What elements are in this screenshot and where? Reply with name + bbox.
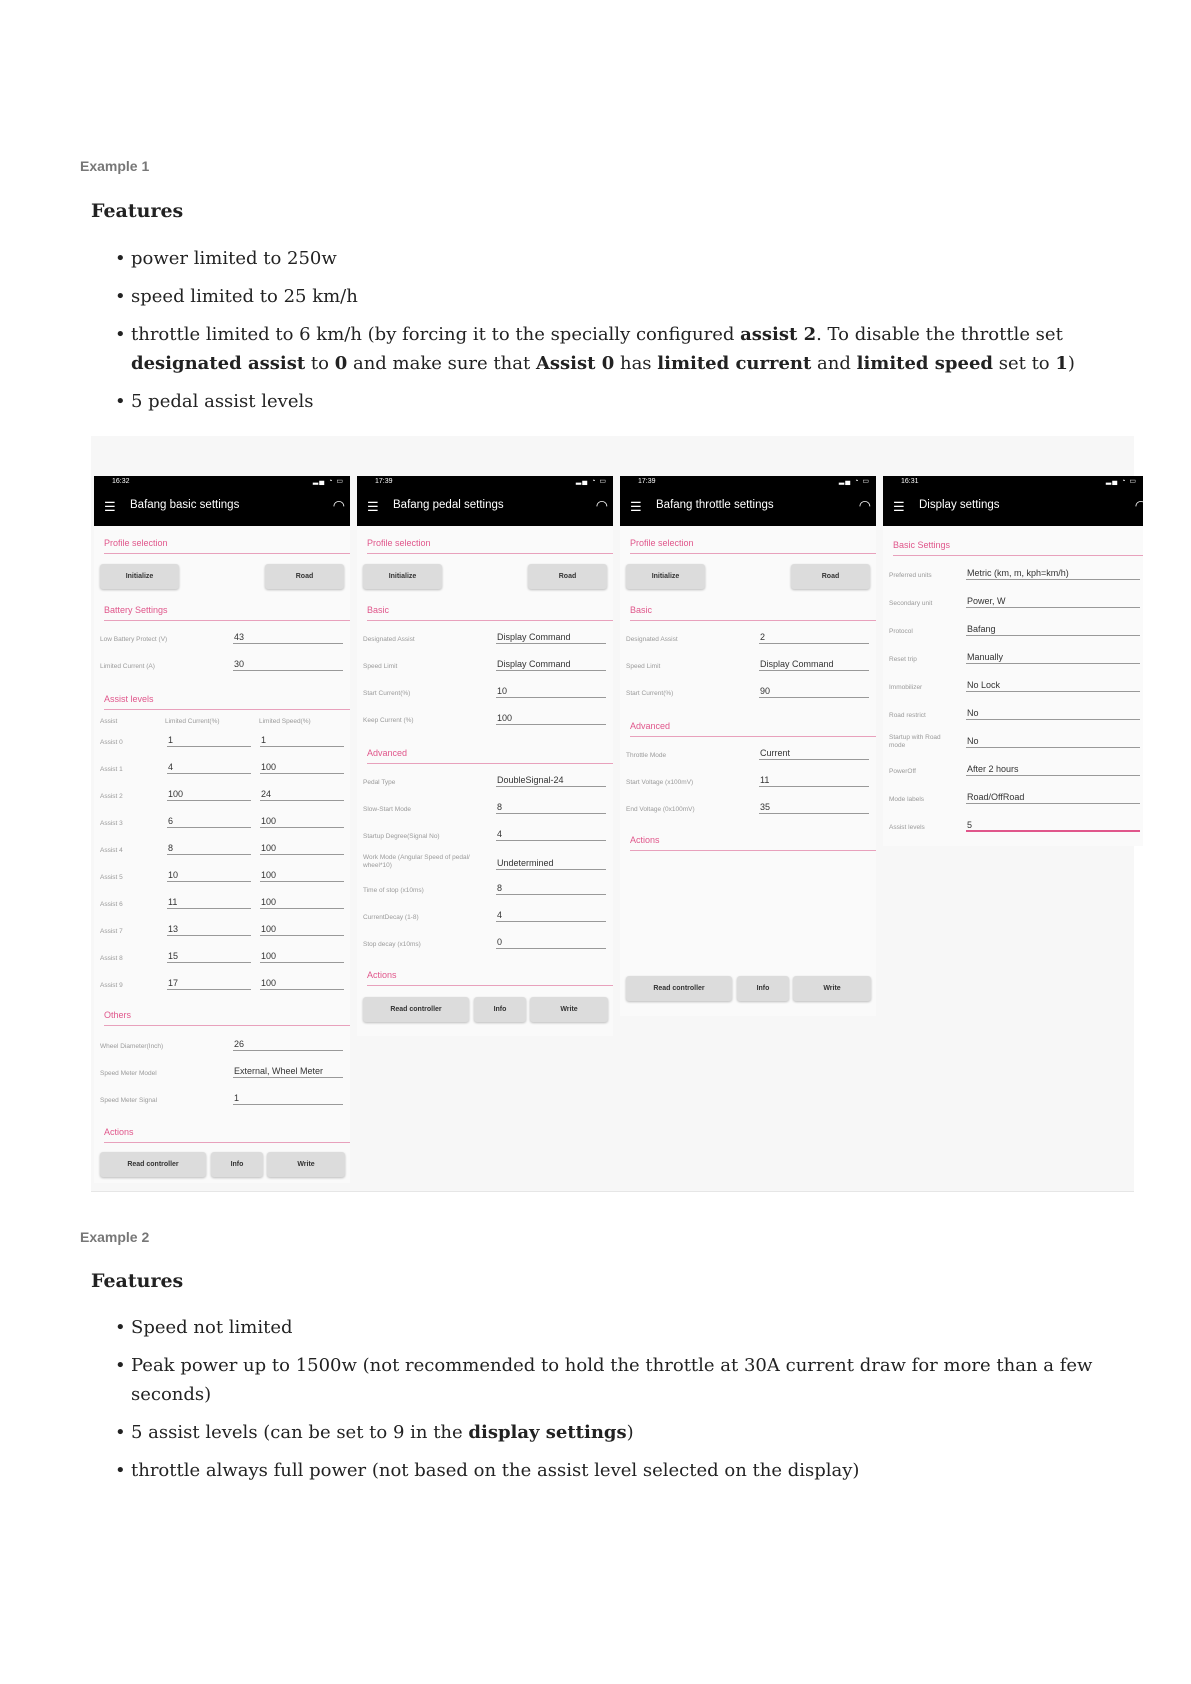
end-voltage-input[interactable]: 35 [759,801,869,814]
app-title: Bafang throttle settings [656,499,774,511]
road-button[interactable]: Road [528,564,607,589]
startup-degree-input[interactable]: 4 [496,828,606,841]
road-button[interactable]: Road [791,564,870,589]
speed-meter-signal-input[interactable]: 1 [233,1092,343,1105]
designated-assist-select[interactable]: Display Command [496,631,606,644]
initialize-button[interactable]: Initialize [626,564,705,589]
phone-display-settings [883,476,1147,846]
immobilizer-label: Immobilizer [889,684,923,691]
signal-icon: ▂▄ ◔ ▭ [1105,478,1137,485]
feature-item: • Peak power up to 1500w (not recommended to hold the throttle at 30A current draw for more than a few seconds) [115,1351,1115,1409]
reset-trip-select[interactable]: Manually [966,651,1140,664]
status-bar: 16:31 ▂▄ ◔ ▭ [883,476,1143,488]
write-button[interactable]: Write [267,1152,345,1177]
section-profile-selection: Profile selection [630,536,876,554]
section-advanced: Advanced [630,719,876,737]
app-title: Display settings [919,499,1000,511]
stop-decay-input[interactable]: 0 [496,936,606,949]
limited-current-label: Limited Current (A) [100,663,155,670]
throttle-mode-select[interactable]: Current [759,747,869,760]
feature-item: • throttle limited to 6 km/h (by forcing it to the specially configured assist 2. To disable the throttle set designated assist to 0 and make sure that Assist 0 has limited current and limited speed set to 1) [115,320,1115,378]
read-controller-button[interactable]: Read controller [363,997,469,1022]
assist-row-label: Assist 2 [100,793,123,800]
assist-row-label: Assist 7 [100,928,123,935]
assist-row-label: Assist 3 [100,820,123,827]
feature-item: • throttle always full power (not based on the assist level selected on the display) [115,1456,1115,1485]
feature-item: • 5 pedal assist levels [115,387,1115,416]
assist-current-input[interactable]: 15 [167,950,251,963]
time-of-stop-label: Time of stop (x10ms) [363,887,424,894]
example-2-feature-list [115,1313,1115,1494]
write-button[interactable]: Write [530,997,608,1022]
startup-road-select[interactable]: No [966,735,1140,748]
menu-icon[interactable]: ☰ [104,499,116,514]
signal-icon: ▂▄ ◔ ▭ [312,478,344,485]
assist-current-input[interactable]: 13 [167,923,251,936]
speedometer-icon[interactable]: ◠ [332,497,345,513]
keep-current-label: Keep Current (%) [363,717,414,724]
time-of-stop-input[interactable]: 8 [496,882,606,895]
mode-labels-select[interactable]: Road/OffRoad [966,791,1140,804]
signal-icon: ▂▄ ◔ ▭ [575,478,607,485]
startup-degree-label: Startup Degree(Signal No) [363,833,440,840]
assist-speed-input[interactable]: 100 [260,977,344,990]
section-actions: Actions [104,1125,350,1143]
low-battery-label: Low Battery Protect (V) [100,636,168,643]
speed-meter-model-label: Speed Meter Model [100,1070,157,1077]
example-1-feature-list [115,244,1115,425]
section-assist-levels: Assist levels [104,692,350,710]
feature-item: • speed limited to 25 km/h [115,282,1115,311]
app-title: Bafang basic settings [130,499,240,511]
example-2-features-title: Features [91,1270,184,1292]
slow-start-label: Slow-Start Mode [363,806,412,813]
secondary-unit-label: Secondary unit [889,600,933,607]
assist-speed-input[interactable]: 100 [260,923,344,936]
assist-row-label: Assist 1 [100,766,123,773]
assist-levels-input[interactable]: 5 [966,819,1140,832]
feature-item: • power limited to 250w [115,244,1115,273]
section-battery-settings: Battery Settings [104,603,350,621]
start-current-input[interactable]: 10 [496,685,606,698]
stop-decay-label: Stop decay (x10ms) [363,941,421,948]
mode-labels-label: Mode labels [889,796,925,803]
speed-limit-label: Speed Limit [363,663,398,670]
info-button[interactable]: Info [474,997,526,1022]
write-button[interactable]: Write [793,976,871,1001]
protocol-select[interactable]: Bafang [966,623,1140,636]
signal-icon: ▂▄ ◔ ▭ [838,478,870,485]
speed-meter-signal-label: Speed Meter Signal [100,1097,158,1104]
road-button[interactable]: Road [265,564,344,589]
current-decay-label: CurrentDecay (1-8) [363,914,419,921]
assist-row-label: Assist 8 [100,955,123,962]
section-profile-selection: Profile selection [367,536,613,554]
end-voltage-label: End Voltage (0x100mV) [626,806,695,813]
menu-icon[interactable]: ☰ [367,499,379,514]
status-bar: 17:39 ▂▄ ◔ ▭ [357,476,613,488]
speed-limit-select[interactable]: Display Command [759,658,869,671]
work-mode-label: Work Mode (Angular Speed of pedal/ wheel*10) [363,854,470,869]
section-actions: Actions [367,968,613,986]
menu-icon[interactable]: ☰ [893,499,905,514]
phone-throttle-settings [620,476,876,1016]
wheel-diameter-input[interactable]: 26 [233,1038,343,1051]
start-current-input[interactable]: 90 [759,685,869,698]
assist-speed-input[interactable]: 100 [260,950,344,963]
app-bar [94,488,350,526]
assist-current-input[interactable]: 10 [167,869,251,882]
assist-current-input[interactable]: 1 [167,734,251,747]
speed-meter-model-select[interactable]: External, Wheel Meter [233,1065,343,1078]
speedometer-icon[interactable]: ◠ [858,497,871,513]
speed-limit-select[interactable]: Display Command [496,658,606,671]
wheel-diameter-label: Wheel Diameter(Inch) [100,1043,164,1050]
assist-current-input[interactable]: 4 [167,761,251,774]
screenshot-gallery [91,436,1147,1192]
assist-current-input[interactable]: 6 [167,815,251,828]
info-button[interactable]: Info [211,1152,263,1177]
assist-speed-input[interactable]: 1 [260,734,344,747]
section-basic: Basic [367,603,613,621]
assist-row-label: Assist 4 [100,847,123,854]
section-basic: Basic [630,603,876,621]
current-decay-input[interactable]: 4 [496,909,606,922]
throttle-mode-label: Throttle Mode [626,752,667,759]
work-mode-select[interactable]: Undetermined [496,857,606,870]
assist-row-label: Assist 6 [100,901,123,908]
example-1-label: Example 1 [80,158,150,174]
assist-current-input[interactable]: 8 [167,842,251,855]
immobilizer-select[interactable]: No Lock [966,679,1140,692]
section-basic-settings: Basic Settings [893,538,1143,556]
example-1-features-title: Features [91,200,184,222]
slow-start-input[interactable]: 8 [496,801,606,814]
menu-icon[interactable]: ☰ [630,499,642,514]
assist-row-label: Assist 9 [100,982,123,989]
start-voltage-input[interactable]: 11 [759,774,869,787]
section-others: Others [104,1008,350,1026]
keep-current-input[interactable]: 100 [496,712,606,725]
phone-basic-settings [94,476,350,1183]
col-assist-header: Assist [100,718,118,725]
assist-speed-input[interactable]: 100 [260,842,344,855]
assist-speed-input[interactable]: 100 [260,869,344,882]
app-bar [620,488,876,526]
section-profile-selection: Profile selection [104,536,350,554]
app-title: Bafang pedal settings [393,499,504,511]
designated-assist-label: Designated Assist [363,636,415,643]
app-bar [357,488,613,526]
status-bar: 16:32 ▂▄ ◔ ▭ [94,476,350,488]
start-current-label: Start Current(%) [626,690,674,697]
speed-limit-label: Speed Limit [626,663,661,670]
reset-trip-label: Reset trip [889,656,917,663]
section-advanced: Advanced [367,746,613,764]
feature-item: • Speed not limited [115,1313,1115,1342]
status-bar: 17:39 ▂▄ ◔ ▭ [620,476,876,488]
low-battery-input[interactable]: 43 [233,631,343,644]
road-restrict-label: Road restrict [889,712,926,719]
section-actions: Actions [630,833,876,851]
designated-assist-label: Designated Assist [626,636,678,643]
start-voltage-label: Start Voltage (x100mV) [626,779,694,786]
preferred-units-select[interactable]: Metric (km, m, kph=km/h) [966,567,1140,580]
initialize-button[interactable]: Initialize [363,564,442,589]
assist-speed-input[interactable]: 100 [260,761,344,774]
col-current-header: Limited Current(%) [165,718,220,725]
info-button[interactable]: Info [737,976,789,1001]
road-restrict-select[interactable]: No [966,707,1140,720]
assist-speed-input[interactable]: 24 [260,788,344,801]
assist-current-input[interactable]: 11 [167,896,251,909]
designated-assist-select[interactable]: 2 [759,631,869,644]
start-current-label: Start Current(%) [363,690,411,697]
preferred-units-label: Preferred units [889,572,932,579]
example-2-label: Example 2 [80,1229,150,1245]
protocol-label: Protocol [889,628,913,635]
pedal-type-label: Pedal Type [363,779,396,786]
col-speed-header: Limited Speed(%) [259,718,311,725]
startup-road-label: Startup with Road mode [889,734,941,749]
assist-row-label: Assist 0 [100,739,123,746]
read-controller-button[interactable]: Read controller [100,1152,206,1177]
read-controller-button[interactable]: Read controller [626,976,732,1001]
assist-row-label: Assist 5 [100,874,123,881]
speedometer-icon[interactable]: ◠ [595,497,608,513]
poweroff-select[interactable]: After 2 hours [966,763,1140,776]
assist-speed-input[interactable]: 100 [260,815,344,828]
initialize-button[interactable]: Initialize [100,564,179,589]
assist-current-input[interactable]: 100 [167,788,251,801]
pedal-type-select[interactable]: DoubleSignal-24 [496,774,606,787]
assist-current-input[interactable]: 17 [167,977,251,990]
limited-current-input[interactable]: 30 [233,658,343,671]
feature-item: • 5 assist levels (can be set to 9 in the display settings) [115,1418,1115,1447]
app-bar [883,488,1147,526]
phone-pedal-settings [357,476,613,1036]
poweroff-label: PowerOff [889,768,916,775]
speedometer-icon[interactable]: ◠ [1134,497,1147,513]
assist-speed-input[interactable]: 100 [260,896,344,909]
assist-levels-label: Assist levels [889,824,925,831]
secondary-unit-select[interactable]: Power, W [966,595,1140,608]
